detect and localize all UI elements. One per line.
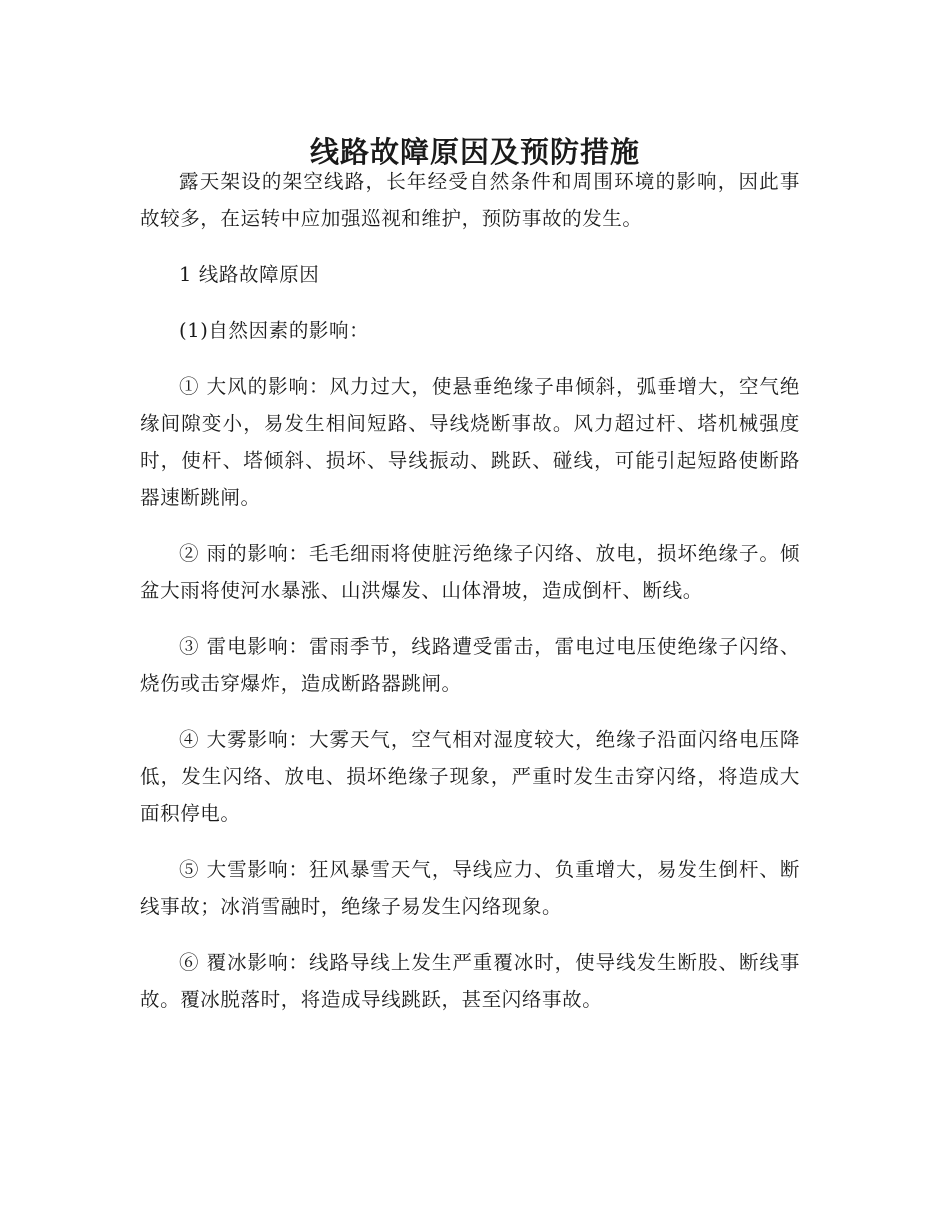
fog-paragraph: ④ 大雾影响：大雾天气，空气相对湿度较大，绝缘子沿面闪络电压降低，发生闪络、放电、损坏绝缘子现象，严重时发生击穿闪络，将造成大面积停电。 bbox=[140, 728, 800, 825]
document-body bbox=[140, 163, 800, 1037]
intro-paragraph: 露天架设的架空线路，长年经受自然条件和周围环境的影响，因此事故较多，在运转中应加强巡视和维护，预防事故的发生。 bbox=[140, 170, 800, 230]
page-title: 线路故障原因及预防措施 bbox=[309, 135, 640, 170]
section-heading: 1 线路故障原因 bbox=[179, 263, 320, 286]
rain-paragraph: ② 雨的影响：毛毛细雨将使脏污绝缘子闪络、放电，损坏绝缘子。倾盆大雨将使河水暴涨、山洪爆发、山体滑坡，造成倒杆、断线。 bbox=[140, 542, 800, 602]
snow-paragraph: ⑤ 大雪影响：狂风暴雪天气，导线应力、负重增大，易发生倒杆、断线事故；冰消雪融时，绝缘子易发生闪络现象。 bbox=[140, 858, 800, 918]
wind-paragraph: ① 大风的影响：风力过大，使悬垂绝缘子串倾斜，弧垂增大，空气绝缘间隙变小，易发生相间短路、导线烧断事故。风力超过杆、塔机械强度时，使杆、塔倾斜、损坏、导线振动、跳跃、碰线，可能引起短路使断路器速断跳闸。 bbox=[140, 375, 800, 509]
subsection-heading: (1)自然因素的影响： bbox=[179, 319, 370, 342]
icing-paragraph: ⑥ 覆冰影响：线路导线上发生严重覆冰时，使导线发生断股、断线事故。覆冰脱落时，将造成导线跳跃，甚至闪络事故。 bbox=[140, 951, 800, 1011]
lightning-paragraph: ③ 雷电影响：雷雨季节，线路遭受雷击，雷电过电压使绝缘子闪络、烧伤或击穿爆炸，造成断路器跳闸。 bbox=[140, 635, 800, 695]
